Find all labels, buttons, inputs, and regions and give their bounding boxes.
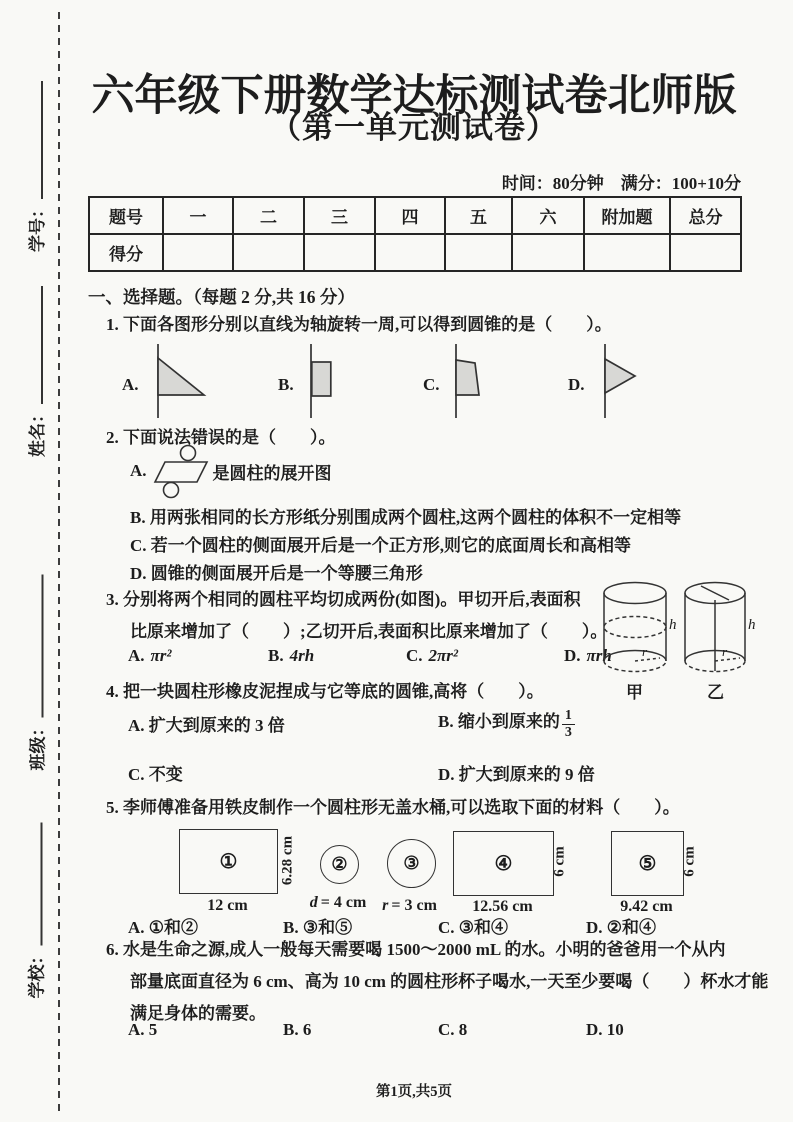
question-6-text-line3: 满足身体的需要。 (130, 1004, 266, 1023)
option-label-c: C. (423, 375, 440, 394)
header-cell: 六 (512, 197, 584, 234)
material-number: ⑤ (638, 853, 657, 875)
material-3-circle (387, 839, 436, 888)
jia-bottom-front-arc (604, 651, 666, 662)
sidebar-field-class (24, 566, 50, 771)
question-5-option-a: A. ①和② (128, 918, 199, 937)
header-cell: 题号 (89, 197, 163, 234)
option-label-a: A. (130, 461, 147, 480)
question-2-option-c: C. 若一个圆柱的侧面展开后是一个正方形,则它的底面周长和高相等 (130, 536, 632, 555)
question-6-text-line2: 部量底面直径为 6 cm、高为 10 cm 的圆柱形杯子喝水,一天至少要喝（ ）杯水才能 (130, 972, 769, 991)
question-4-option-b (438, 707, 575, 741)
score-cell (163, 234, 233, 271)
question-2-option-b: B. 用两张相同的长方形纸分别围成两个圆柱,这两个圆柱的体积不一定相等 (130, 508, 682, 527)
question-3-text-line2: 比原来增加了（ ）;乙切开后,表面积比原来增加了（ ）。 (130, 622, 608, 641)
table-row-question-numbers (89, 197, 741, 234)
fraction-numerator: 1 (562, 708, 575, 725)
option-formula: πr² (150, 646, 172, 665)
question-5-option-c: C. ③和④ (438, 918, 509, 937)
score-cell (304, 234, 375, 271)
question-3-cylinders-figure (596, 574, 792, 701)
score-cell (233, 234, 304, 271)
header-cell: 总分 (670, 197, 741, 234)
blank-line (41, 286, 43, 404)
blank-line (41, 81, 43, 199)
question-4-option-a: A. 扩大到原来的 3 倍 (128, 716, 285, 735)
yi-height-label: h (748, 617, 756, 633)
jia-radius-label: r (642, 644, 648, 659)
question-6-option-a: A. 5 (128, 1020, 158, 1039)
option-label: A. (128, 646, 145, 665)
question-5-option-b: B. ③和⑤ (283, 918, 353, 937)
question-5-options (128, 913, 748, 937)
material-5-side-dimension: 6 cm (681, 846, 698, 877)
diameter-symbol: d (309, 894, 318, 911)
exam-time-score-meta: 时间：80分钟 满分：100+10分 (501, 174, 741, 193)
radius-symbol: r (382, 897, 389, 914)
question-5-option-d: D. ②和④ (586, 918, 657, 937)
material-number: ④ (494, 853, 513, 875)
header-cell: 附加题 (584, 197, 670, 234)
yi-radius-label: r (722, 644, 728, 659)
score-cell (375, 234, 445, 271)
question-3-option-b (268, 646, 314, 666)
yi-top-cut-chord (701, 586, 729, 600)
yi-name-label: 乙 (707, 683, 724, 701)
material-4-side-dimension: 6 cm (551, 846, 568, 877)
question-6-option-c: C. 8 (438, 1020, 468, 1039)
sidebar-field-name (23, 277, 49, 457)
score-cell (670, 234, 741, 271)
rectangle-shape-b (312, 362, 331, 396)
page-title: 六年级下册数学达标测试卷北师版 (91, 72, 737, 120)
jia-radius-line (635, 658, 660, 661)
cylinder-net-icon (151, 443, 209, 499)
option-b-prefix: B. 缩小到原来的 (438, 712, 560, 731)
score-cell (512, 234, 584, 271)
material-1-rectangle (179, 829, 278, 894)
score-cell (445, 234, 512, 271)
blank-line (41, 823, 43, 946)
question-5-text: 5. 李师傅准备用铁皮制作一个圆柱形无盖水桶,可以选取下面的材料（ ）。 (106, 798, 680, 817)
fraction-one-third (562, 708, 575, 741)
option-a-suffix: 是圆柱的展开图 (212, 463, 332, 483)
option-formula: 4rh (289, 646, 315, 665)
page-subtitle: （第一单元测试卷） (270, 110, 558, 145)
material-5-bottom-dimension: 9.42 cm (620, 898, 673, 915)
header-cell: 五 (445, 197, 512, 234)
seal-dashed-line (58, 12, 60, 1112)
sidebar-field-student-number (23, 72, 49, 252)
header-cell: 一 (163, 197, 233, 234)
option-label: D. (564, 646, 581, 665)
question-2-text: 2. 下面说法错误的是（ ）。 (106, 428, 336, 447)
jia-height-label: h (669, 617, 677, 633)
material-number: ② (331, 854, 348, 874)
question-4-text: 4. 把一块圆柱形橡皮泥捏成与它等底的圆锥,高将（ ）。 (106, 682, 544, 701)
material-number: ① (219, 851, 238, 873)
header-cell: 四 (375, 197, 445, 234)
option-label-a: A. (122, 375, 139, 394)
option-formula: 2πr² (428, 646, 459, 665)
section-1-heading: 一、选择题。（每题 2 分,共 16 分） (88, 287, 355, 307)
question-6-text-line1: 6. 水是生命之源,成人一般每天需要喝 1500～2000 mL 的水。小明的爸爸用一个从内 (106, 940, 726, 959)
question-4-option-d: D. 扩大到原来的 9 倍 (438, 765, 595, 784)
blank-line (42, 575, 44, 718)
field-label: 学号： (28, 201, 47, 252)
question-3-option-a (128, 646, 172, 666)
option-label-b: B. (278, 375, 294, 394)
net-top-circle (180, 446, 195, 461)
jia-top-ellipse (604, 583, 666, 604)
question-3-text-line1: 3. 分别将两个相同的圆柱平均切成两份(如图)。甲切开后,表面积 (106, 590, 581, 609)
net-parallelogram (155, 462, 207, 482)
option-label: B. (268, 646, 284, 665)
question-2-option-d: D. 圆锥的侧面展开后是一个等腰三角形 (130, 564, 423, 583)
score-cell (584, 234, 670, 271)
page-number-footer: 第1页,共5页 (375, 1084, 453, 1100)
score-table (88, 196, 742, 272)
material-1-side-dimension: 6.28 cm (279, 835, 296, 886)
question-1-figure (108, 338, 653, 422)
triangle-shape-a (158, 358, 204, 395)
field-label: 班级： (28, 719, 48, 771)
dimension-value: = 3 cm (391, 897, 437, 914)
dimension-value: = 4 cm (320, 894, 367, 911)
trapezoid-shape-c (456, 360, 479, 395)
material-number: ③ (403, 853, 420, 873)
yi-radius-line (715, 658, 740, 661)
question-6-option-d: D. 10 (586, 1020, 624, 1039)
option-label: C. (406, 646, 423, 665)
material-1-bottom-dimension: 12 cm (207, 897, 248, 914)
header-cell: 三 (304, 197, 375, 234)
table-row-scores (89, 234, 741, 271)
question-6-option-b: B. 6 (283, 1020, 312, 1039)
material-2-circle (320, 845, 359, 884)
question-3-option-c (406, 646, 458, 666)
field-label: 学校： (27, 947, 47, 999)
net-bottom-circle (163, 483, 178, 498)
sidebar-field-school (23, 814, 49, 999)
question-4-option-c: C. 不变 (128, 765, 183, 784)
option-label-d: D. (568, 375, 585, 394)
header-cell: 二 (233, 197, 304, 234)
material-4-bottom-dimension: 12.56 cm (472, 898, 533, 915)
fraction-denominator: 3 (564, 725, 572, 740)
jia-cut-ellipse (604, 617, 666, 638)
field-label: 姓名： (28, 406, 47, 457)
question-2-option-a (130, 443, 332, 499)
score-row-label: 得分 (89, 234, 163, 271)
jia-name-label: 甲 (626, 683, 643, 701)
option-formula: πrh (586, 646, 612, 665)
jia-bottom-back-arc (604, 661, 666, 672)
question-1-text: 1. 下面各图形分别以直线为轴旋转一周,可以得到圆锥的是（ ）。 (106, 315, 612, 334)
triangle-shape-d (605, 359, 635, 393)
question-6-options (128, 1020, 748, 1044)
material-5-rectangle (611, 831, 684, 896)
material-4-rectangle (453, 831, 554, 896)
